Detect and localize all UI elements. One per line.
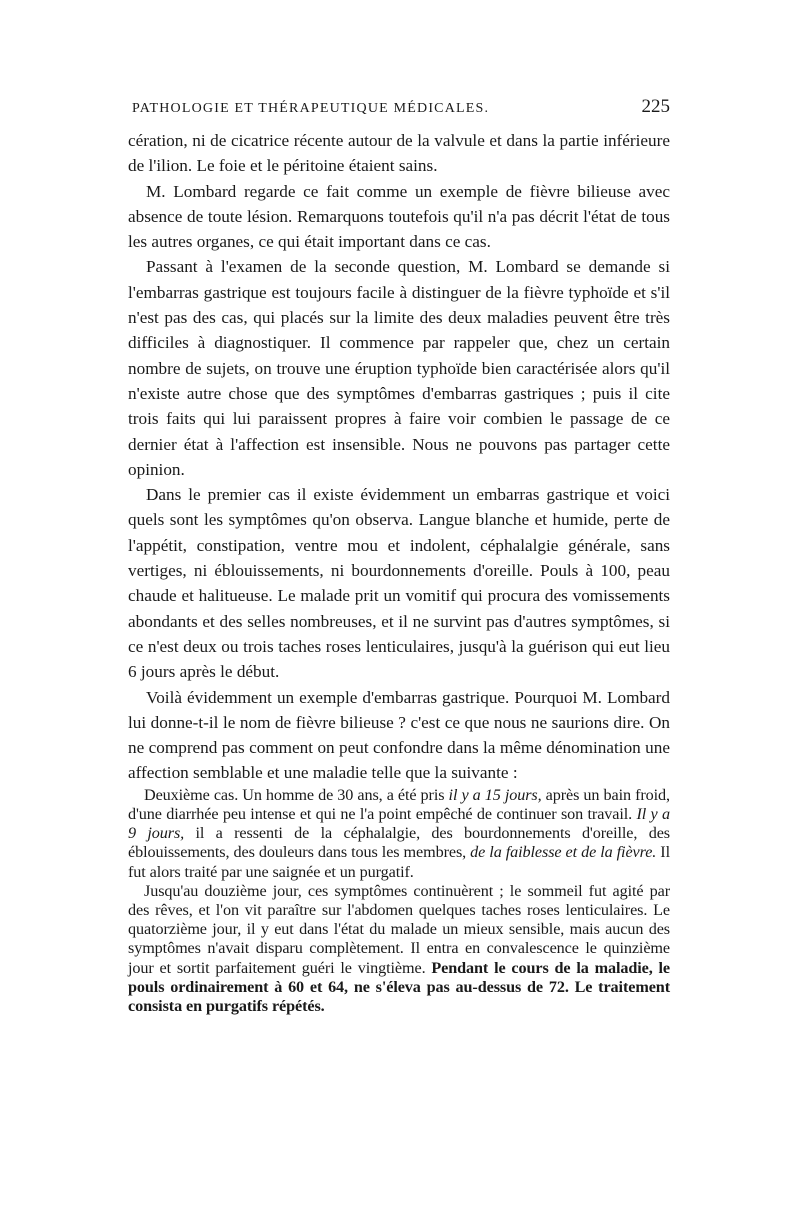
case-two-course-bold-text: Pendant le cours de la maladie, le pouls ordinairement à 60 et 64, ne s'éleva pas au-dessus de 72. Le traitement consista en purgatifs répétés. [128,958,670,1015]
paragraph-2: M. Lombard regarde ce fait comme un exemple de fièvre bilieuse avec absence de toute lésion. Remarquons toutefois qu'il n'a pas décrit l'état de tous les autres organes, ce qui était important dans ce cas. [128,181,670,252]
paragraph-4: Dans le premier cas il existe évidemment un embarras gastrique et voici quels sont les symptômes qu'on observa. Langue blanche et humide, perte de l'appétit, constipation, ventre mou et indolent, céphalalgie générale, sans vertiges, ni éblouissements, ni bourdonnements d'oreille. Pouls à 100, peau chaude et halitueuse. Le malade prit un vomitif qui procura des vomissements abondants et des selles nombreuses, et il ne survint pas d'autres symptômes, si ce n'est deux ou trois taches roses lenticulaires, jusqu'à la guérison qui eut lieu 6 jours après le début. [128,485,670,682]
case-two-text-1: Deuxième cas. Un homme de 30 ans, a été pris [144,785,449,804]
paragraph-6 [128,786,670,882]
case-two-emphasis-3: de la faiblesse et de la fièvre. [470,843,657,862]
page-number: 225 [641,96,670,117]
case-two-course-text: Jusqu'au douzième jour, ces symptômes continuèrent ; le sommeil fut agité par des rêves, et l'on vit paraître sur l'abdomen quelques taches roses lenticulaires. Le quatorzième jour, il y eut dans l'état du malade un mieux sensible, mais aucun des symptômes n'avait disparu complètement. Il entra en convalescence le quinzième jour et sortit parfaitement guéri le vingtième. [128,881,670,977]
paragraph-3: Passant à l'examen de la seconde question, M. Lombard se demande si l'embarras gastrique est toujours facile à distinguer de la fièvre typhoïde et s'il n'est pas des cas, qui placés sur la limite des deux maladies peuvent être très difficiles à diagnostiquer. Il commence par rappeler que, chez un certain nombre de sujets, on trouve une éruption typhoïde bien caractérisée alors qu'il n'existe autre chose que des symptômes d'embarras gastriques ; puis il cite trois faits qui lui paraissent propres à faire voir combien le passage de ce dernier état à l'affection est insensible. Nous ne pouvons pas partager cette opinion. [128,257,670,479]
case-two-emphasis-2: Il y a 9 jours, [128,804,670,843]
paragraph-7 [128,882,670,1016]
running-head: PATHOLOGIE ET THÉRAPEUTIQUE MÉDICALES. [132,101,490,116]
case-two-text-4: Il fut alors traité par une saignée et un purgatif. [128,843,670,881]
paragraph-1: cération, ni de cicatrice récente autour de la valvule et dans la partie inférieure de l'ilion. Le foie et le péritoine étaient sains. [128,131,670,176]
paragraph-5: Voilà évidemment un exemple d'embarras gastrique. Pourquoi M. Lombard lui donne-t-il le nom de fièvre bilieuse ? c'est ce que nous ne saurions dire. On ne comprend pas comment on peut confondre dans la même dénomination une affection semblable et une maladie telle que la suivante : [128,687,670,783]
case-two-text-3: il a ressenti de la céphalalgie, des bourdonnements d'oreille, des éblouissements, des douleurs dans tous les membres, [128,824,671,862]
page-header [132,96,670,120]
body-text [128,128,670,1016]
case-two-emphasis-1: il y a 15 jours, [448,785,542,804]
case-two-text-2: après un bain froid, d'une diarrhée peu intense et qui ne l'a point empêché de continuer son travail. [128,785,671,823]
